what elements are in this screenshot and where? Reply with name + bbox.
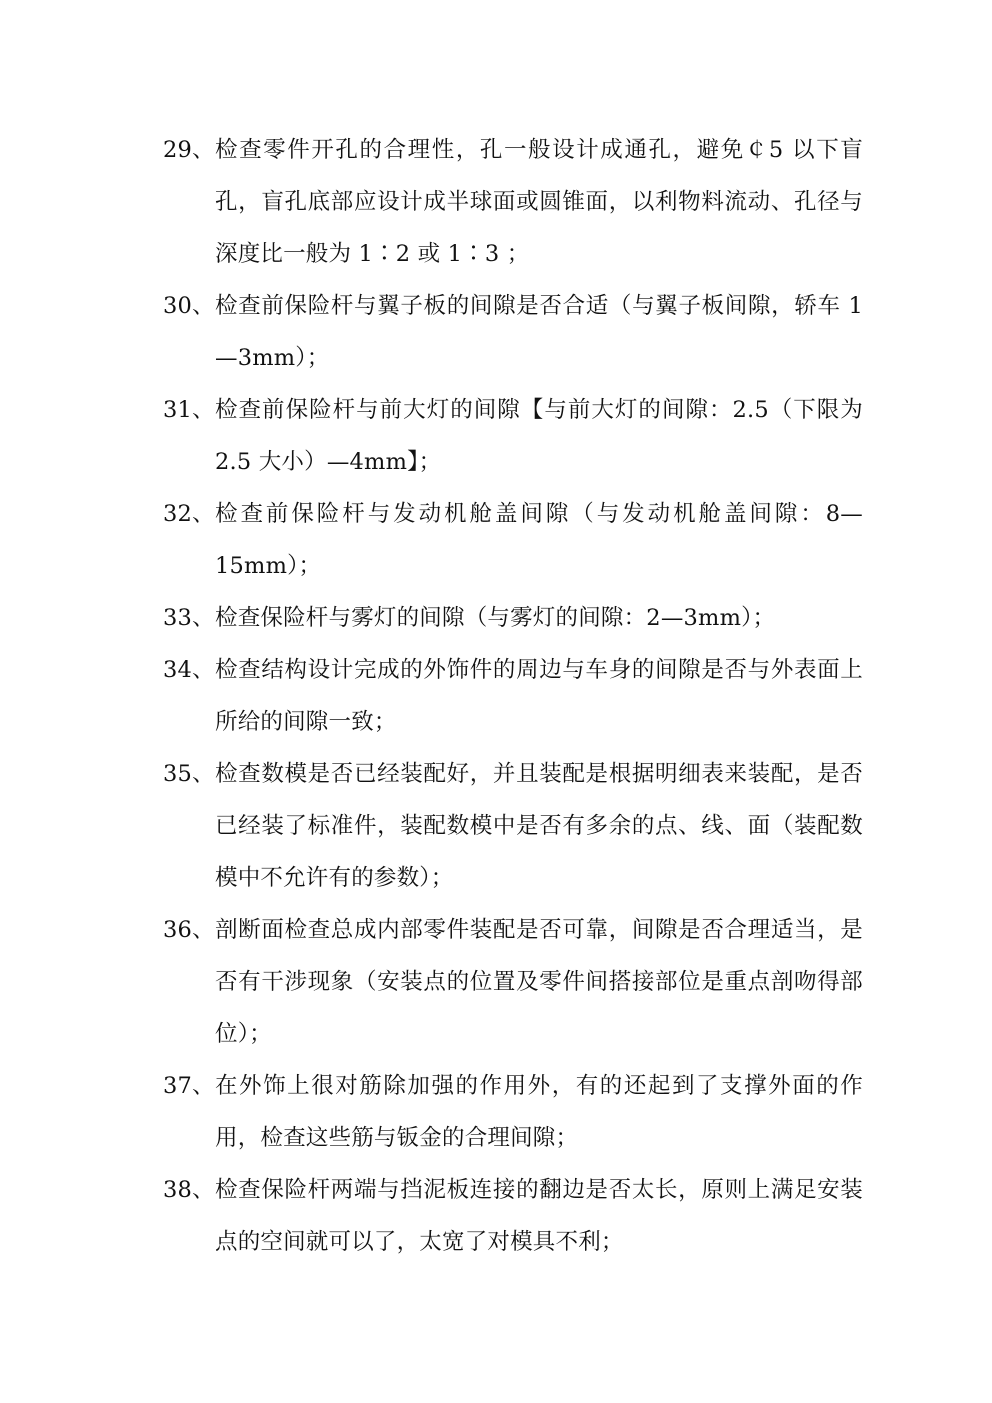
- item-number: 32、: [163, 501, 215, 527]
- item-number: 29、: [163, 137, 215, 163]
- checklist-item-36: [163, 904, 863, 1060]
- item-text: 检查前保险杆与前大灯的间隙【与前大灯的间隙：2.5（下限为 2.5 大小）—4mm】；: [215, 397, 863, 475]
- item-number: 36、: [163, 917, 215, 943]
- item-text: 检查前保险杆与发动机舱盖间隙（与发动机舱盖间隙：8—15mm）；: [215, 501, 863, 579]
- checklist-item-31: [163, 384, 863, 488]
- item-text: 检查前保险杆与翼子板的间隙是否合适（与翼子板间隙，轿车 1—3mm）；: [215, 293, 863, 371]
- checklist-item-37: [163, 1060, 863, 1164]
- item-number: 33、: [163, 605, 215, 631]
- item-text: 剖断面检查总成内部零件装配是否可靠，间隙是否合理适当，是否有干涉现象（安装点的位置及零件间搭接部位是重点剖吻得部位）；: [215, 917, 863, 1047]
- item-text: 检查数模是否已经装配好，并且装配是根据明细表来装配，是否已经装了标准件，装配数模中是否有多余的点、线、面（装配数模中不允许有的参数）；: [215, 761, 863, 891]
- checklist-item-32: [163, 488, 863, 592]
- item-text: 检查零件开孔的合理性，孔一般设计成通孔，避免￠5 以下盲孔，盲孔底部应设计成半球面或圆锥面，以利物料流动、孔径与深度比一般为 1∶2 或 1∶3 ；: [215, 137, 863, 267]
- item-number: 34、: [163, 657, 215, 683]
- item-number: 37、: [163, 1073, 215, 1099]
- checklist-item-30: [163, 280, 863, 384]
- checklist-item-38: [163, 1164, 863, 1268]
- checklist-item-34: [163, 644, 863, 748]
- item-text: 检查保险杆两端与挡泥板连接的翻边是否太长，原则上满足安装点的空间就可以了，太宽了对模具不利；: [215, 1177, 863, 1255]
- item-number: 30、: [163, 293, 215, 319]
- item-text: 在外饰上很对筋除加强的作用外，有的还起到了支撑外面的作用，检查这些筋与钣金的合理间隙；: [215, 1073, 863, 1151]
- checklist-item-29: [163, 124, 863, 280]
- item-number: 35、: [163, 761, 215, 787]
- item-number: 38、: [163, 1177, 215, 1203]
- item-text: 检查结构设计完成的外饰件的周边与车身的间隙是否与外表面上所给的间隙一致；: [215, 657, 863, 735]
- checklist-item-35: [163, 748, 863, 904]
- checklist: [163, 124, 863, 1268]
- checklist-item-33: [163, 592, 863, 644]
- item-number: 31、: [163, 397, 215, 423]
- item-text: 检查保险杆与雾灯的间隙（与雾灯的间隙：2—3mm）；: [215, 605, 776, 631]
